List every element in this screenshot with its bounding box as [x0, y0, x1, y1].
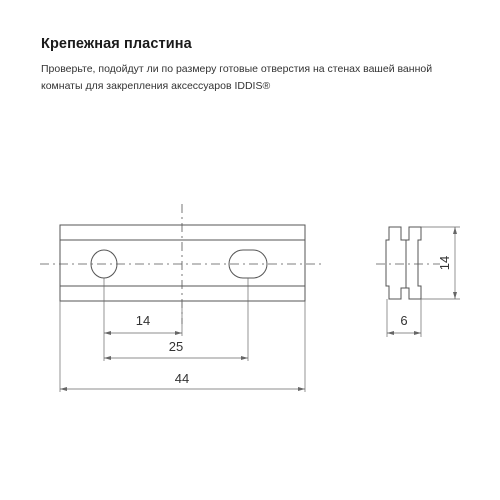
dim-label-plate-length: 44 [174, 371, 190, 386]
arrow-25-right [241, 356, 248, 360]
dim-label-profile-width: 6 [400, 313, 408, 328]
plate-outline [60, 225, 305, 301]
arrow-44-right [298, 387, 305, 391]
dim-label-hole-span: 25 [168, 339, 184, 354]
plate-profile [386, 227, 421, 299]
page-title: Крепежная пластина [41, 36, 192, 52]
arrow-25-left [104, 356, 111, 360]
arrow-44-left [60, 387, 67, 391]
dim-label-hole-spacing: 14 [135, 313, 151, 328]
dim-label-profile-height: 14 [437, 255, 452, 271]
page-description: Проверьте, подойдут ли по размеру готовые отверстия на стенах вашей ванной комнаты для закрепления аксессуаров IDDIS® [41, 63, 433, 92]
arrow-14-left [104, 331, 111, 335]
arrow-14-right [175, 331, 182, 335]
profile-dimensions [387, 227, 460, 337]
center-lines [40, 204, 440, 324]
plate-front-view [60, 225, 305, 301]
